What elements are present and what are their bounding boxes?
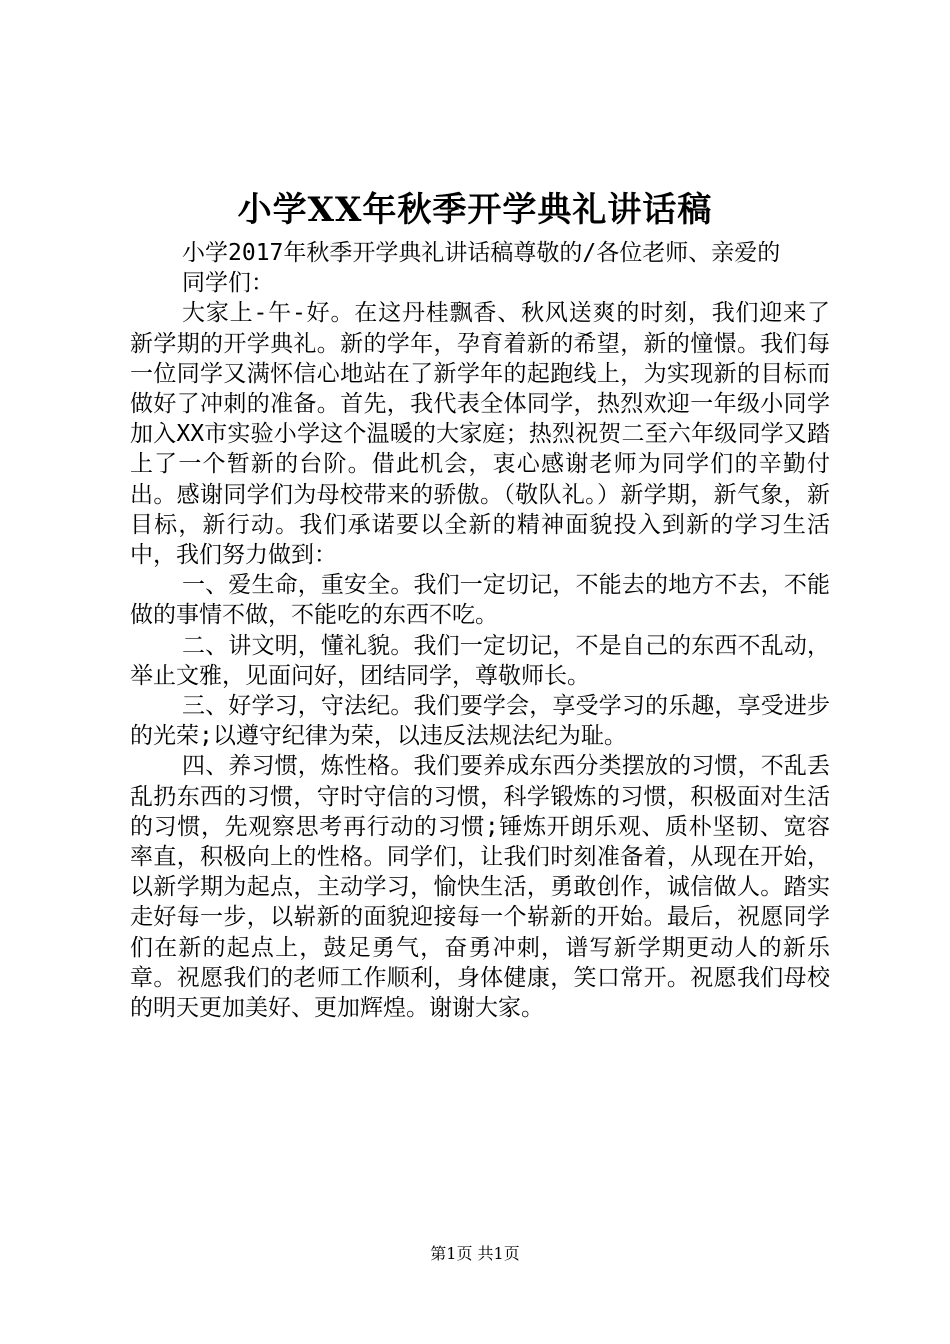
page-title: 小学XX年秋季开学典礼讲话稿 xyxy=(237,190,713,230)
paragraph-greeting: 小学2017年秋季开学典礼讲话稿尊敬的/各位老师、亲爱的 xyxy=(182,240,781,266)
paragraph-salutation: 同学们： xyxy=(182,270,274,297)
document-body xyxy=(130,238,830,1023)
page-footer: 第1页 共1页 xyxy=(430,1244,520,1263)
paragraph-point-3: 三、好学习，守法纪。我们要学会，享受学习的乐趣，享受进步的光荣;以遵守纪律为荣，以违反法规法纪为耻。 xyxy=(130,693,830,750)
paragraph-point-1: 一、爱生命，重安全。我们一定切记，不能去的地方不去，不能做的事情不做，不能吃的东西不吃。 xyxy=(130,572,830,629)
paragraph-point-2: 二、讲文明，懂礼貌。我们一定切记，不是自己的东西不乱动，举止文雅，见面问好，团结同学，尊敬师长。 xyxy=(130,632,830,689)
paragraph-point-4: 四、养习惯，炼性格。我们要养成东西分类摆放的习惯，不乱丢乱扔东西的习惯，守时守信的习惯，科学锻炼的习惯，积极面对生活的习惯，先观察思考再行动的习惯;锤炼开朗乐观、质朴坚韧、宽容率直，积极向上的性格。同学们，让我们时刻准备着，从现在开始，以新学期为起点，主动学习，愉快生活，勇敢创作，诚信做人。踏实走好每一步，以崭新的面貌迎接每一个崭新的开始。最后，祝愿同学们在新的起点上，鼓足勇气，奋勇冲刺，谱写新学期更动人的新乐章。祝愿我们的老师工作顺利，身体健康，笑口常开。祝愿我们母校的明天更加美好、更加辉煌。谢谢大家。 xyxy=(130,753,830,1022)
paragraph-opening: 大家上-午-好。在这丹桂飘香、秋风送爽的时刻，我们迎来了新学期的开学典礼。新的学年，孕育着新的希望，新的憧憬。我们每一位同学又满怀信心地站在了新学年的起跑线上，为实现新的目标而做好了冲刺的准备。首先，我代表全体同学，热烈欢迎一年级小同学加入XX市实验小学这个温暖的大家庭；热烈祝贺二至六年级同学又踏上了一个暂新的台阶。借此机会，衷心感谢老师为同学们的辛勤付出。感谢同学们为母校带来的骄傲。（敬队礼。）新学期，新气象，新目标，新行动。我们承诺要以全新的精神面貌投入到新的学习生活中，我们努力做到： xyxy=(130,300,830,569)
